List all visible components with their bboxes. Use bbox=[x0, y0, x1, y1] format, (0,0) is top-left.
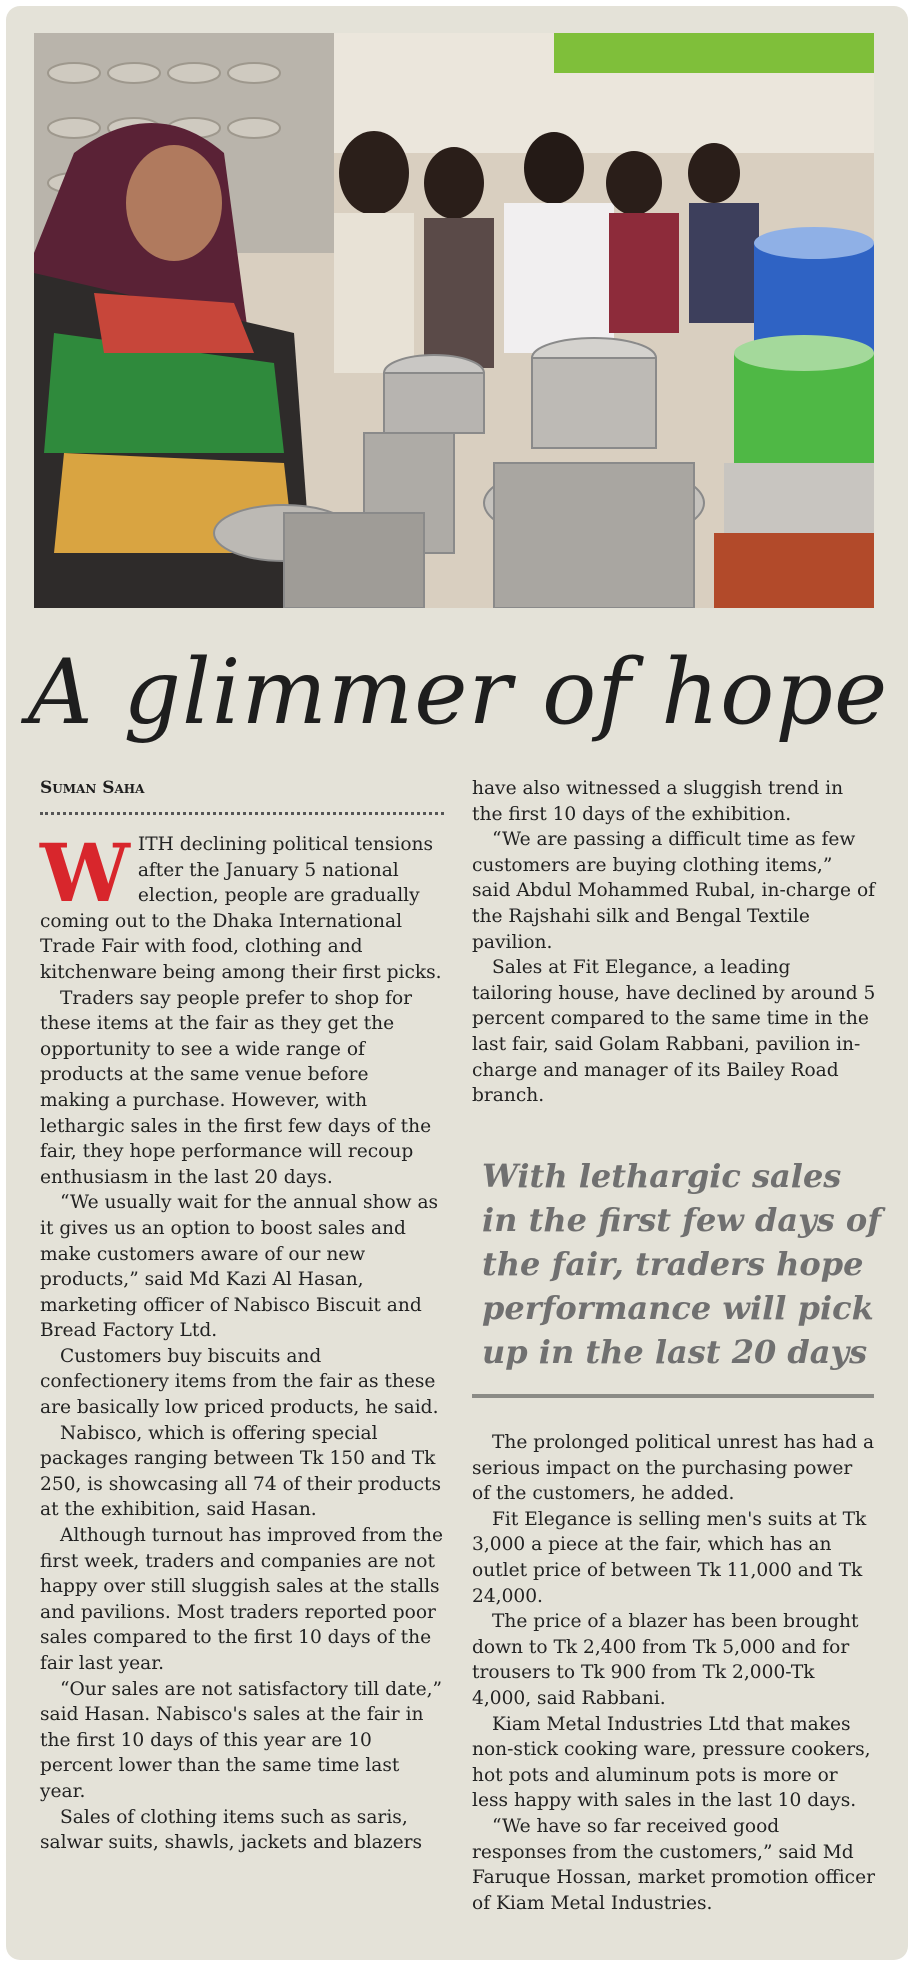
pull-quote-rule bbox=[472, 1394, 874, 1398]
paragraph-4: Customers buy biscuits and confectionery items from the fair as these are basically low priced products, he said. bbox=[40, 1345, 439, 1419]
paragraph-7: “Our sales are not satisfactory till date,” said Hasan. Nabisco's sales at the fair in the first 10 days of this year are 10 percent lower than the same time last year. bbox=[40, 1678, 443, 1802]
photo-fair-shoppers-kitchenware bbox=[34, 33, 874, 608]
pull-quote: With lethargic sales in the first few days of the fair, traders hope performance will pick up in the last 20 days bbox=[482, 1157, 881, 1371]
article-column-3 bbox=[472, 1430, 876, 1916]
paragraph-1: WITH declining political tensions after the January 5 national election, people are gradually coming out to the Dhaka International Trade Fair with food, clothing and kitchenware being among their first picks. bbox=[40, 826, 442, 983]
paragraph-9: have also witnessed a sluggish trend in the first 10 days of the exhibition. bbox=[472, 778, 844, 825]
paragraph-8: Sales of clothing items such as saris, salwar suits, shawls, jackets and blazers bbox=[40, 1806, 422, 1854]
paragraph-14: The price of a blazer has been brought down to Tk 2,400 from Tk 5,000 and for trousers to Tk 900 from Tk 2,000-Tk 4,000, said Rabbani. bbox=[472, 1611, 859, 1709]
drop-cap: W bbox=[40, 826, 130, 920]
article-column-1 bbox=[40, 826, 444, 1856]
paragraph-11: Sales at Fit Elegance, a leading tailoring house, have declined by around 5 percent compared to the same time in the last fair, said Golam Rabbani, pavilion in-charge and manager of its Bailey Road branch. bbox=[472, 957, 876, 1107]
paragraph-5: Nabisco, which is offering special packages ranging between Tk 150 and Tk 250, is showcasing all 74 of their products at the exhibition, said Hasan. bbox=[40, 1422, 442, 1521]
headline: A glimmer of hope bbox=[27, 640, 889, 745]
paragraph-13: Fit Elegance is selling men's suits at Tk 3,000 a piece at the fair, which has an outlet price of between Tk 11,000 and Tk 24,000. bbox=[472, 1508, 867, 1607]
paragraph-2: Traders say people prefer to shop for these items at the fair as they get the opportunity to see a wide range of products at the same venue before making a purchase. However, with lethargic sales in the first few days of the fair, they hope performance will recoup enthusiasm in the last 20 days. bbox=[40, 987, 432, 1188]
paragraph-16: “We have so far received good responses from the customers,” said Md Faruque Hossan, market promotion officer of Kiam Metal Industries. bbox=[472, 1815, 875, 1914]
paragraph-3: “We usually wait for the annual show as it gives us an option to boost sales and make customers aware of our new products,” said Md Kazi Al Hasan, marketing officer of Nabisco Biscuit and Bread Factory Ltd. bbox=[40, 1192, 439, 1342]
paragraph-12: The prolonged political unrest has had a serious impact on the purchasing power of the customers, he added. bbox=[472, 1432, 875, 1505]
paragraph-10: “We are passing a difficult time as few customers are buying clothing items,” said Abdul Mohammed Rubal, in-charge of the Rajshahi silk and Bengal Textile pavilion. bbox=[472, 829, 876, 953]
paragraph-6: Although turnout has improved from the first week, traders and companies are not happy over still sluggish sales at the stalls and pavilions. Most traders reported poor sales compared to the first 10 days of the fair last year. bbox=[40, 1525, 443, 1674]
byline-divider bbox=[40, 812, 444, 815]
article-column-2 bbox=[472, 776, 876, 1109]
paragraph-15: Kiam Metal Industries Ltd that makes non-stick cooking ware, pressure cookers, hot pots and aluminum pots is more or less happy with sales in the last 10 days. bbox=[472, 1713, 871, 1812]
photo-illustration bbox=[34, 33, 874, 608]
byline: Suman Saha bbox=[40, 778, 145, 798]
